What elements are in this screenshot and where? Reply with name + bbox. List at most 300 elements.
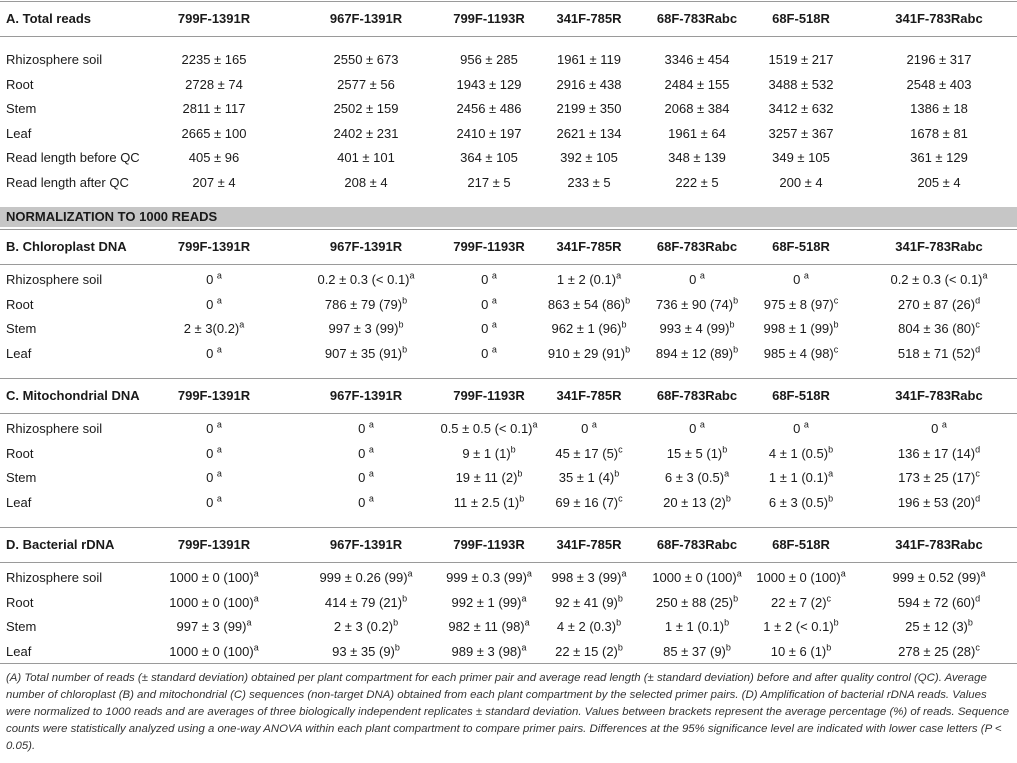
significance-letter: a	[736, 568, 742, 579]
cell-value: 962 ± 1 (96)	[551, 321, 622, 336]
significance-letter: b	[722, 444, 728, 455]
cell-value: 348 ± 139	[668, 150, 726, 165]
cell-value: 3346 ± 454	[664, 52, 730, 67]
column-header: 967F-1391R	[329, 239, 403, 254]
column-header: 68F-783Rabc	[656, 11, 738, 26]
table-cell	[358, 470, 374, 486]
table-cell	[555, 446, 622, 462]
column-header: 68F-518R	[772, 388, 830, 403]
significance-letter: a	[828, 468, 834, 479]
section-header-rule	[0, 264, 1017, 265]
cell-value: 786 ± 79 (79)	[324, 296, 403, 312]
significance-letter: b	[733, 344, 739, 355]
cell-value: 401 ± 101	[337, 150, 395, 165]
significance-letter: c	[975, 319, 980, 330]
table-cell	[771, 595, 831, 611]
significance-letter: a	[803, 419, 809, 430]
table-cell	[457, 77, 522, 93]
significance-letter: a	[524, 617, 530, 628]
cell-value: 804 ± 36 (80)	[898, 321, 976, 336]
cell-value: 1000 ± 0 (100)	[169, 570, 254, 585]
significance-letter: a	[407, 568, 413, 579]
significance-letter: a	[980, 568, 986, 579]
significance-letter: a	[253, 642, 259, 653]
significance-letter: b	[733, 593, 739, 604]
significance-letter: a	[253, 568, 259, 579]
cell-value: 196 ± 53 (20)	[897, 494, 976, 510]
cell-value: 4 ± 2 (0.3)	[556, 619, 617, 634]
table-cell	[457, 101, 522, 117]
table-cell	[206, 446, 222, 462]
table-cell	[898, 595, 980, 611]
significance-letter: b	[733, 295, 739, 306]
table-cell	[481, 346, 497, 362]
cell-value: 1000 ± 0 (100)	[169, 643, 254, 659]
row-label: Root	[6, 76, 34, 92]
table-cell	[581, 421, 597, 437]
table-cell	[192, 175, 235, 191]
table-cell	[665, 101, 730, 117]
table-cell	[451, 595, 526, 611]
table-cell	[793, 421, 809, 437]
cell-value: 998 ± 1 (99)	[763, 321, 834, 336]
significance-letter: d	[975, 593, 981, 604]
significance-letter: a	[368, 493, 374, 504]
table-cell	[206, 495, 222, 511]
cell-value: 1519 ± 217	[768, 52, 834, 67]
table-cell	[334, 52, 399, 68]
table-cell	[764, 297, 839, 313]
cell-value: 1943 ± 129	[456, 76, 522, 92]
table-cell	[555, 595, 623, 611]
significance-letter: a	[803, 270, 809, 281]
significance-letter: b	[393, 617, 399, 628]
table-cell	[907, 52, 972, 68]
cell-value: 2196 ± 317	[906, 52, 972, 67]
table-cell	[460, 150, 518, 166]
cell-value: 997 ± 3 (99)	[176, 619, 247, 634]
significance-letter: b	[617, 593, 623, 604]
cell-value: 1000 ± 0 (100)	[169, 594, 254, 610]
section-header-rule	[0, 562, 1017, 563]
table-cell	[668, 126, 726, 142]
cell-value: 0	[358, 470, 369, 485]
column-header: 799F-1391R	[177, 388, 251, 403]
cell-value: 3488 ± 532	[768, 76, 834, 92]
table-cell	[325, 297, 407, 313]
cell-value: 0	[358, 494, 369, 510]
cell-value: 2 ± 3 (0.2)	[333, 619, 394, 634]
column-header: 341F-785R	[556, 388, 622, 403]
cell-value: 1961 ± 119	[556, 52, 622, 67]
row-label: Leaf	[6, 345, 32, 361]
normalization-band	[0, 207, 1017, 227]
column-header: 799F-1391R	[177, 11, 251, 26]
table-cell	[567, 175, 610, 191]
table-cell	[334, 101, 399, 117]
cell-value: 22 ± 7 (2)	[770, 594, 827, 610]
cell-value: 1 ± 2 (< 0.1)	[763, 619, 834, 634]
table-cell	[756, 570, 845, 586]
table-cell	[763, 619, 838, 635]
cell-value: 2235 ± 165	[181, 52, 247, 67]
significance-letter: a	[532, 419, 538, 430]
cell-value: 0.2 ± 0.3 (< 0.1)	[317, 272, 410, 287]
significance-letter: a	[616, 270, 622, 281]
table-bottom-rule	[0, 663, 1017, 664]
column-header: 68F-518R	[772, 537, 830, 552]
significance-letter: b	[519, 493, 525, 504]
cell-value: 982 ± 11 (98)	[448, 619, 525, 634]
table-cell	[910, 101, 968, 117]
row-label: Read length before QC	[6, 150, 140, 165]
cell-value: 3257 ± 367	[768, 125, 834, 141]
cell-value: 2548 ± 403	[906, 76, 972, 92]
table-cell	[560, 150, 618, 166]
table-cell	[559, 470, 620, 486]
table-cell	[481, 321, 497, 337]
table-caption: (A) Total number of reads (± standard deviation) obtained per plant compartment for each primer pair and average read length (± standard deviation) before and after quality control (QC). Average number of chloroplast (B) and mitochondrial (C) sequences (non-target DNA) obtained from each plant compartment by the selected primer pairs. (D) Amplification of bacterial rDNA reads. Values were normalized to 1000 reads and are averages of three biologically independent replicates ± standard deviation. Values between brackets represent the average percentage (%) of reads. Sequence counts were statistically analyzed using a one-way ANOVA within each plant compartment to compare primer pairs. Differences at the 95% significance level are indicated with lower case letters (P < 0.05).	[6, 672, 1010, 752]
cell-value: 15 ± 5 (1)	[666, 445, 723, 461]
significance-letter: b	[625, 295, 631, 306]
cell-value: 0	[793, 421, 804, 436]
table-cell	[663, 495, 731, 511]
table-cell	[440, 421, 537, 437]
table-cell	[457, 126, 522, 142]
table-cell	[462, 446, 515, 462]
table-cell	[557, 101, 622, 117]
cell-value: 2068 ± 384	[664, 101, 730, 116]
cell-value: 1000 ± 0 (100)	[652, 570, 737, 585]
table-cell	[557, 619, 621, 635]
cell-value: 0	[206, 296, 217, 312]
table-cell	[769, 446, 833, 462]
cell-value: 208 ± 4	[344, 174, 388, 190]
significance-letter: b	[725, 642, 731, 653]
cell-value: 45 ± 17 (5)	[555, 445, 619, 461]
table-cell	[548, 297, 630, 313]
cell-value: 0	[206, 345, 217, 361]
table-cell	[910, 126, 968, 142]
table-cell	[206, 272, 222, 288]
cell-value: 9 ± 1 (1)	[462, 445, 511, 461]
row-label: Rhizosphere soil	[6, 421, 103, 436]
row-label: Rhizosphere soil	[6, 52, 103, 67]
table-cell	[555, 644, 623, 660]
table-cell	[793, 272, 809, 288]
significance-letter: c	[618, 444, 623, 455]
cell-value: 92 ± 41 (9)	[555, 594, 618, 610]
table-cell	[769, 52, 834, 68]
row-label: Rhizosphere soil	[6, 272, 103, 287]
table-cell	[557, 126, 622, 142]
table-cell	[334, 126, 399, 142]
cell-value: 2621 ± 134	[556, 125, 622, 141]
cell-value: 1 ± 1 (0.1)	[664, 619, 725, 634]
significance-letter: b	[510, 444, 516, 455]
cell-value: 1000 ± 0 (100)	[756, 570, 841, 585]
table-cell	[779, 175, 822, 191]
table-cell	[319, 570, 412, 586]
column-header: 341F-783Rabc	[895, 388, 983, 403]
table-cell	[663, 644, 731, 660]
table-cell	[182, 52, 247, 68]
table-cell	[898, 644, 980, 660]
table-cell	[898, 470, 980, 486]
significance-letter: b	[398, 319, 404, 330]
cell-value: 594 ± 72 (60)	[897, 594, 976, 610]
table-cell	[182, 126, 247, 142]
column-header: 68F-783Rabc	[656, 537, 738, 552]
table-cell	[169, 570, 258, 586]
cell-value: 1678 ± 81	[910, 125, 968, 141]
significance-letter: a	[216, 468, 222, 479]
table-cell	[325, 595, 407, 611]
section-top-rule	[0, 229, 1017, 230]
column-header: 341F-783Rabc	[895, 239, 983, 254]
significance-letter: b	[402, 344, 408, 355]
table-cell	[890, 272, 987, 288]
cell-value: 2410 ± 197	[456, 125, 522, 141]
cell-value: 205 ± 4	[917, 174, 961, 190]
significance-letter: a	[368, 468, 374, 479]
cell-value: 999 ± 0.3 (99)	[446, 570, 527, 585]
table-cell	[448, 619, 529, 635]
table-cell	[769, 126, 834, 142]
cell-value: 985 ± 4 (98)	[763, 345, 834, 361]
cell-value: 975 ± 8 (97)	[763, 296, 834, 312]
table-cell	[656, 595, 738, 611]
cell-value: 2199 ± 350	[556, 101, 622, 116]
table-cell	[337, 77, 395, 93]
row-label: Stem	[6, 470, 37, 485]
column-header: 799F-1391R	[177, 239, 251, 254]
table-cell	[898, 297, 980, 313]
table-cell	[317, 272, 414, 288]
table-cell	[659, 321, 734, 337]
column-header: 341F-785R	[556, 11, 622, 26]
cell-value: 998 ± 3 (99)	[551, 570, 622, 585]
cell-value: 0	[481, 296, 492, 312]
column-header: 68F-783Rabc	[656, 388, 738, 403]
significance-letter: a	[699, 270, 705, 281]
significance-letter: c	[833, 344, 839, 355]
cell-value: 392 ± 105	[560, 150, 618, 165]
cell-value: 207 ± 4	[192, 174, 236, 190]
row-label: Leaf	[6, 494, 32, 510]
cell-value: 0	[581, 421, 592, 436]
table-cell	[665, 77, 730, 93]
cell-value: 997 ± 3 (99)	[328, 321, 399, 336]
cell-value: 0	[206, 272, 217, 287]
cell-value: 0	[206, 421, 217, 436]
table-cell	[325, 346, 407, 362]
column-header: 799F-1193R	[453, 239, 525, 254]
significance-letter: a	[368, 444, 374, 455]
table-cell	[467, 175, 510, 191]
table-cell	[332, 644, 400, 660]
significance-letter: a	[216, 295, 222, 306]
significance-letter: b	[394, 642, 400, 653]
cell-value: 22 ± 15 (2)	[555, 643, 618, 659]
cell-value: 0	[206, 445, 217, 461]
significance-letter: a	[491, 270, 497, 281]
cell-value: 1 ± 1 (0.1)	[768, 470, 829, 485]
significance-letter: a	[409, 270, 415, 281]
significance-letter: a	[491, 319, 497, 330]
cell-value: 3412 ± 632	[768, 101, 834, 116]
table-cell	[481, 272, 497, 288]
table-cell	[334, 619, 398, 635]
table-cell	[206, 470, 222, 486]
table-cell	[169, 595, 258, 611]
table-cell	[892, 570, 985, 586]
cell-value: 405 ± 96	[188, 150, 240, 165]
significance-letter: a	[982, 270, 988, 281]
cell-value: 992 ± 1 (99)	[451, 594, 522, 610]
table-cell	[206, 297, 222, 313]
cell-value: 0.5 ± 0.5 (< 0.1)	[440, 421, 533, 436]
significance-letter: d	[975, 295, 981, 306]
cell-value: 993 ± 4 (99)	[659, 321, 730, 336]
cell-value: 863 ± 54 (86)	[547, 296, 626, 312]
table-cell	[206, 421, 222, 437]
cell-value: 217 ± 5	[467, 174, 511, 190]
significance-letter: b	[828, 444, 834, 455]
cell-value: 349 ± 105	[772, 150, 830, 165]
column-header: 799F-1193R	[453, 537, 525, 552]
column-header: 341F-785R	[556, 239, 622, 254]
cell-value: 364 ± 105	[460, 150, 518, 165]
table-cell	[551, 321, 626, 337]
table-cell	[763, 321, 838, 337]
table-cell	[481, 297, 497, 313]
significance-letter: d	[975, 344, 981, 355]
cell-value: 999 ± 0.26 (99)	[319, 570, 408, 585]
significance-letter: a	[591, 419, 597, 430]
table-cell	[675, 175, 718, 191]
table-cell	[557, 52, 621, 68]
cell-value: 200 ± 4	[779, 174, 823, 190]
row-label: Root	[6, 594, 34, 610]
significance-letter: d	[975, 444, 981, 455]
significance-letter: c	[975, 468, 980, 479]
column-header: 341F-783Rabc	[895, 537, 983, 552]
cell-value: 2402 ± 231	[333, 125, 399, 141]
cell-value: 1 ± 2 (0.1)	[556, 272, 617, 287]
table-cell	[772, 150, 830, 166]
table-cell	[665, 52, 730, 68]
table-cell	[665, 619, 729, 635]
row-label: Leaf	[6, 643, 32, 659]
cell-value: 173 ± 25 (17)	[898, 470, 976, 485]
cell-value: 0	[358, 421, 369, 436]
table-cell	[689, 421, 705, 437]
cell-value: 2550 ± 673	[333, 52, 399, 67]
significance-letter: c	[975, 642, 980, 653]
table-cell	[206, 346, 222, 362]
cell-value: 999 ± 0.52 (99)	[892, 570, 981, 585]
significance-letter: a	[526, 568, 532, 579]
significance-letter: b	[724, 617, 730, 628]
table-cell	[451, 644, 526, 660]
significance-letter: b	[614, 468, 620, 479]
cell-value: 1961 ± 64	[668, 125, 726, 141]
cell-value: 0	[793, 272, 804, 287]
cell-value: 518 ± 71 (52)	[897, 345, 976, 361]
table-cell	[446, 570, 532, 586]
significance-letter: a	[239, 319, 245, 330]
significance-letter: a	[491, 344, 497, 355]
table-cell	[185, 77, 243, 93]
row-label: Rhizosphere soil	[6, 570, 103, 585]
table-cell	[337, 150, 395, 166]
section-title: D. Bacterial rDNA	[6, 537, 115, 552]
significance-letter: b	[826, 642, 832, 653]
normalization-label: NORMALIZATION TO 1000 READS	[6, 209, 218, 224]
cell-value: 910 ± 29 (91)	[547, 345, 626, 361]
cell-value: 361 ± 129	[910, 150, 968, 165]
table-cell	[689, 272, 705, 288]
significance-letter: a	[216, 444, 222, 455]
cell-value: 0	[358, 445, 369, 461]
section-header-rule	[0, 36, 1017, 37]
significance-letter: b	[828, 493, 834, 504]
table-cell	[931, 421, 947, 437]
table-cell	[668, 150, 726, 166]
significance-letter: a	[491, 295, 497, 306]
significance-letter: a	[724, 468, 730, 479]
cell-value: 0	[481, 345, 492, 361]
cell-value: 19 ± 11 (2)	[455, 470, 518, 485]
cell-value: 69 ± 16 (7)	[555, 494, 619, 510]
significance-letter: b	[402, 295, 408, 306]
table-cell	[898, 346, 980, 362]
column-header: 68F-518R	[772, 239, 830, 254]
cell-value: 10 ± 6 (1)	[770, 643, 827, 659]
significance-letter: d	[975, 493, 981, 504]
cell-value: 2577 ± 56	[337, 76, 395, 92]
section-title: A. Total reads	[6, 11, 92, 26]
table-cell	[551, 570, 626, 586]
significance-letter: a	[941, 419, 947, 430]
table-cell	[907, 77, 972, 93]
significance-letter: c	[826, 593, 832, 604]
significance-letter: b	[517, 468, 523, 479]
significance-letter: b	[833, 319, 839, 330]
table-cell	[656, 346, 738, 362]
cell-value: 136 ± 17 (14)	[897, 445, 976, 461]
significance-letter: b	[833, 617, 839, 628]
column-header: 341F-785R	[556, 537, 622, 552]
section-top-rule	[0, 527, 1017, 528]
section-header-rule	[0, 413, 1017, 414]
table-cell	[358, 495, 374, 511]
cell-value: 25 ± 12 (3)	[905, 619, 968, 634]
significance-letter: b	[617, 642, 623, 653]
table-cell	[548, 346, 630, 362]
cell-value: 0	[206, 470, 217, 485]
significance-letter: a	[521, 642, 527, 653]
cell-value: 6 ± 3 (0.5)	[768, 494, 829, 510]
row-label: Root	[6, 445, 34, 461]
table-cell	[184, 321, 245, 337]
table-cell	[358, 446, 374, 462]
cell-value: 1386 ± 18	[910, 101, 968, 116]
row-label: Leaf	[6, 125, 32, 141]
cell-value: 233 ± 5	[567, 174, 611, 190]
table-cell	[344, 175, 387, 191]
